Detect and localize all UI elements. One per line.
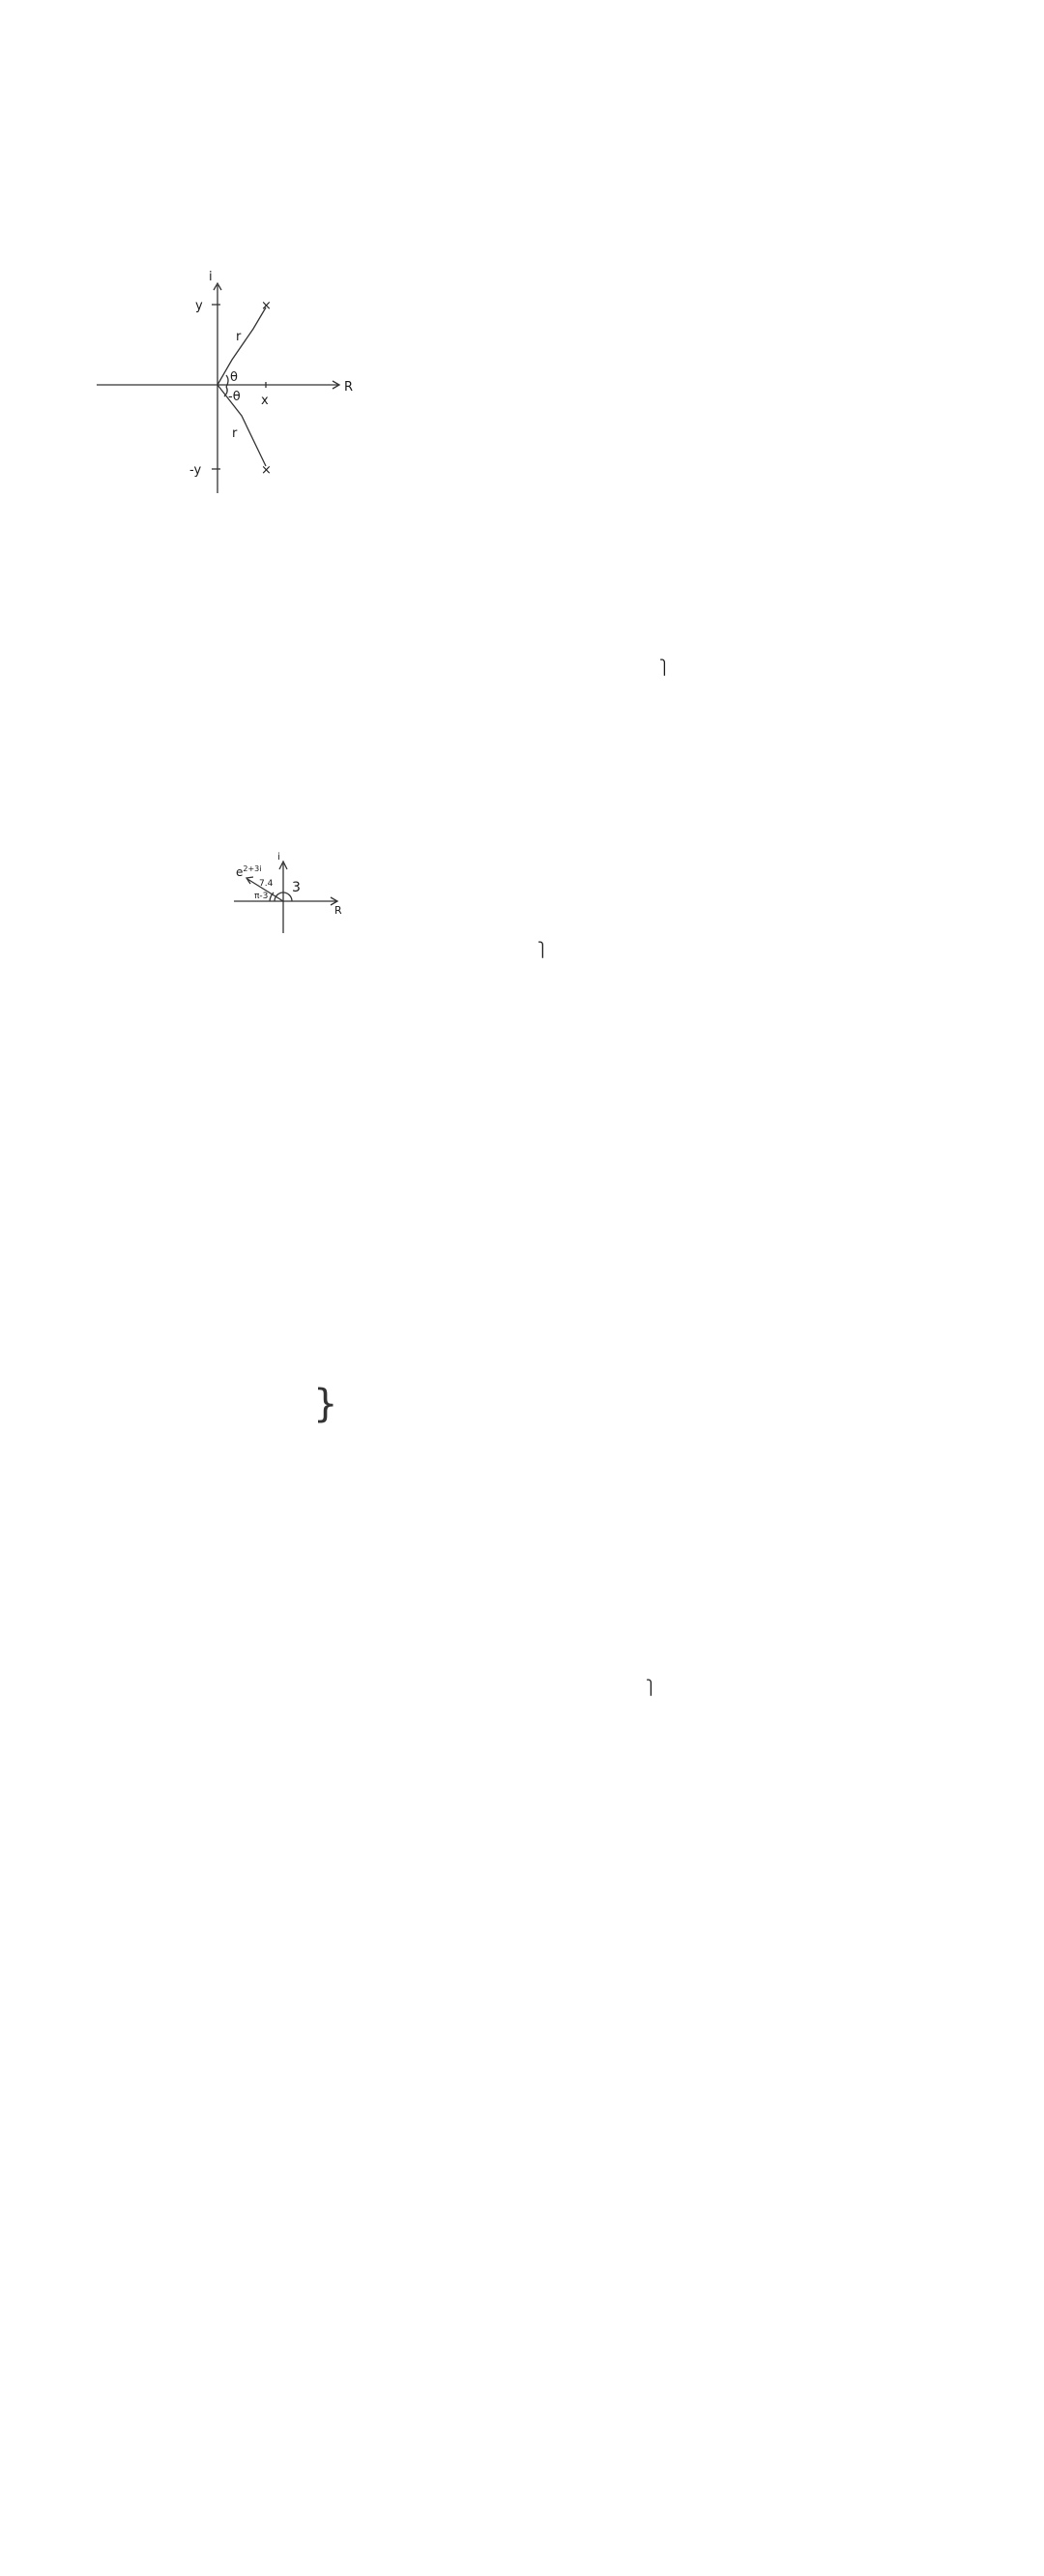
zstar-point-label: ×	[261, 463, 272, 478]
example-point-label: $e^{2+3i}$	[236, 864, 262, 879]
p1-brace: }	[313, 1382, 338, 1426]
separate-note-1: ⎫	[659, 660, 671, 676]
theta-label: θ	[230, 370, 238, 385]
tick-neg-y-label: -y	[189, 463, 202, 478]
separating-note-1: ⎫	[646, 1681, 657, 1696]
example-axis-i: i	[277, 852, 280, 863]
example-length-label: 7.4	[259, 879, 274, 889]
tick-x-label: x	[261, 394, 269, 408]
axis-r-label: R	[344, 380, 354, 395]
neg-theta-label: -θ	[228, 390, 241, 404]
sign-note-1: ⎫	[537, 943, 549, 958]
example-angle-label: 3	[292, 880, 301, 895]
z-point-label: ×	[261, 299, 272, 313]
tick-y-label: y	[195, 299, 203, 313]
r-label-top: r	[236, 330, 242, 344]
example-axis-r: R	[334, 904, 342, 917]
example-pi-minus-label: π-3	[254, 892, 269, 901]
r-label-bottom: r	[232, 426, 238, 441]
axis-i-label: i	[209, 270, 213, 284]
